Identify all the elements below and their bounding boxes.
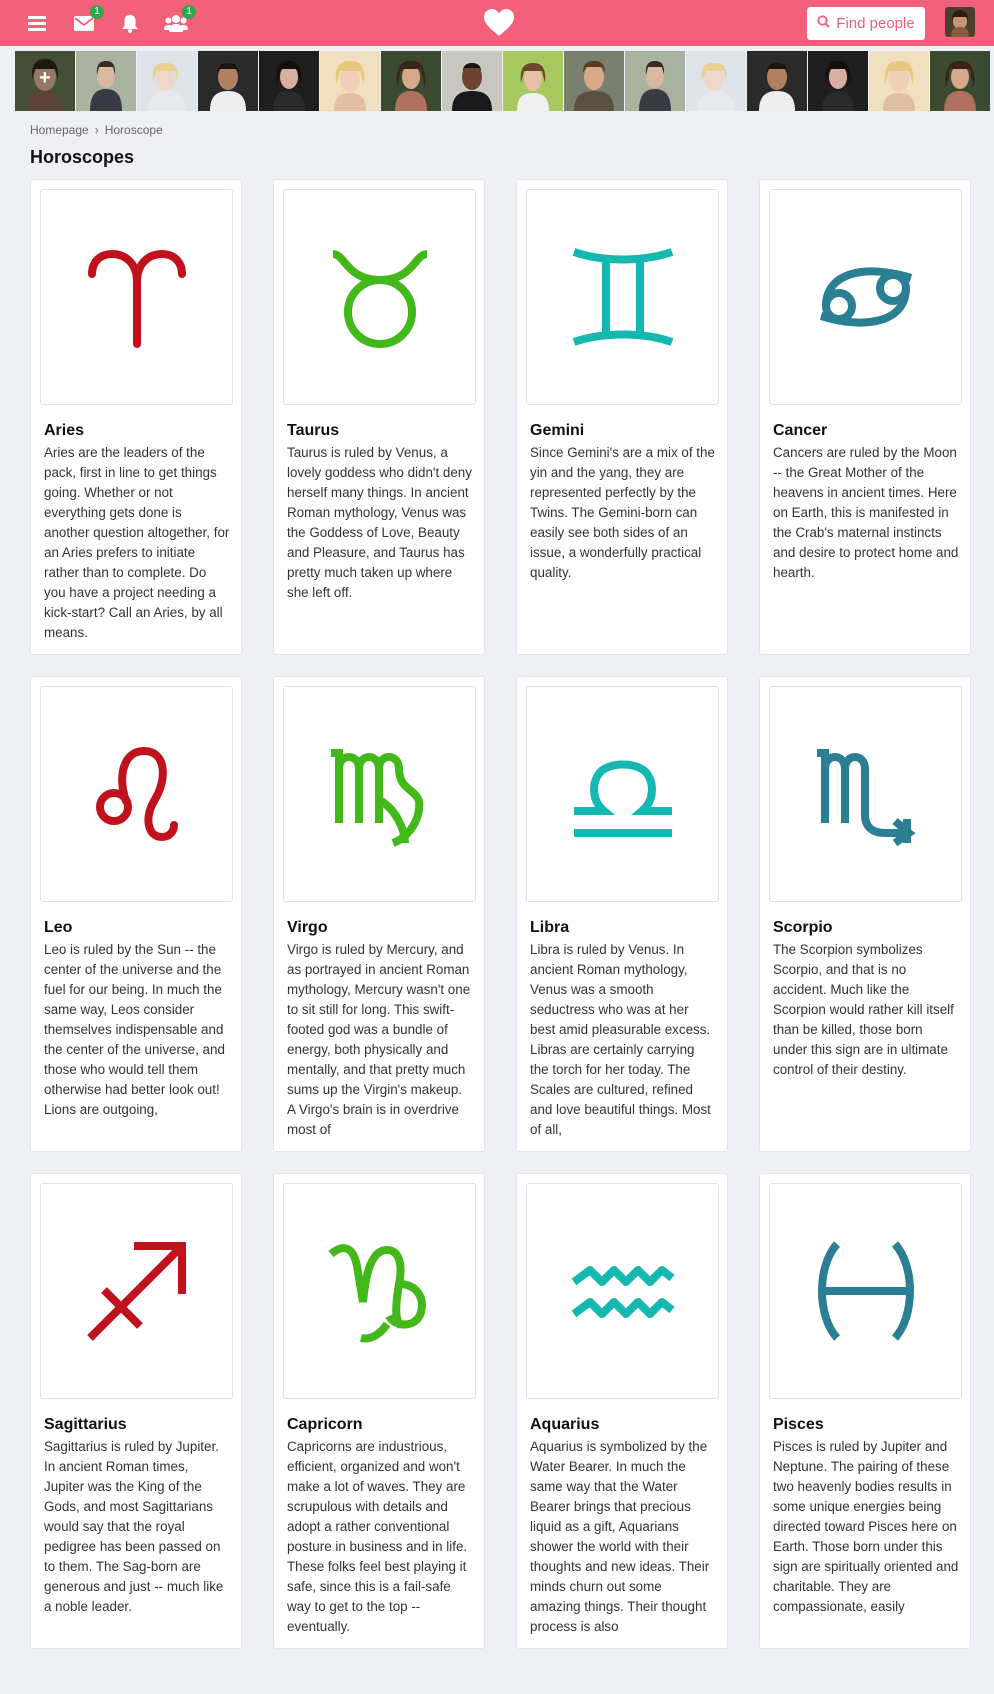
card-title: Cancer bbox=[773, 422, 828, 439]
member-photo[interactable] bbox=[930, 51, 990, 111]
bell-icon[interactable] bbox=[117, 10, 143, 36]
member-photo[interactable] bbox=[137, 51, 197, 111]
sagittarius-icon bbox=[40, 1183, 233, 1399]
card-title: Libra bbox=[530, 919, 570, 936]
users-icon[interactable] bbox=[163, 6, 192, 36]
card-description: Sagittarius is ruled by Jupiter. In ancient Roman times, Jupiter was the King of the Gods, and most Sagittarians would say that the royal pedigree has been passed on to them. The Sag-born are generous and just -- much like a noble leader. bbox=[44, 1439, 224, 1614]
horoscope-card-virgo[interactable] bbox=[273, 676, 485, 1152]
member-photo[interactable] bbox=[198, 51, 258, 111]
page-title: Horoscopes bbox=[30, 147, 135, 167]
card-description: Aquarius is symbolized by the Water Bearer. In much the same way that the Water Bearer brings that precious liquid as a gift, Aquarians shower the world with their thoughts and new ideas. Their minds churn out some amazing things. Their thought process is also bbox=[530, 1439, 710, 1634]
member-photo[interactable] bbox=[320, 51, 380, 111]
aquarius-icon bbox=[526, 1183, 719, 1399]
horoscope-card-aries[interactable] bbox=[30, 179, 242, 655]
member-photo[interactable] bbox=[747, 51, 807, 111]
member-photo[interactable] bbox=[503, 51, 563, 111]
member-photo[interactable] bbox=[76, 51, 136, 111]
horoscope-card-capricorn[interactable] bbox=[273, 1173, 485, 1649]
card-title: Leo bbox=[44, 919, 73, 936]
messages-badge: 1 bbox=[90, 5, 104, 19]
horoscope-card-pisces[interactable] bbox=[759, 1173, 971, 1649]
card-description: Aries are the leaders of the pack, first in line to get things going. Whether or not everything gets done is another question altogether, for an Aries prefers to initiate rather than to complete. Do you have a project needing a kick-start? Call an Aries, by all means. bbox=[44, 445, 230, 640]
find-people-label: Find people bbox=[836, 15, 915, 32]
plus-icon: + bbox=[39, 67, 51, 89]
card-title: Aries bbox=[44, 422, 85, 439]
find-people-button[interactable] bbox=[807, 7, 925, 40]
virgo-icon bbox=[283, 686, 476, 902]
card-title: Virgo bbox=[287, 919, 328, 936]
menu-icon[interactable] bbox=[24, 10, 50, 36]
breadcrumb bbox=[30, 123, 163, 137]
member-photo[interactable] bbox=[381, 51, 441, 111]
member-photo[interactable] bbox=[564, 51, 624, 111]
envelope-icon[interactable] bbox=[71, 6, 100, 36]
horoscope-card-libra[interactable] bbox=[516, 676, 728, 1152]
top-navbar bbox=[0, 0, 994, 46]
card-description: Virgo is ruled by Mercury, and as portrayed in ancient Roman mythology, Mercury wasn't one to sit still for long. This swift-footed god was a bundle of energy, both physically and mentally, and that pretty much sums up the Virgin's makeup. A Virgo's brain is in overdrive most of bbox=[287, 942, 471, 1137]
user-avatar[interactable] bbox=[945, 7, 975, 37]
member-photo[interactable] bbox=[686, 51, 746, 111]
cancer-icon bbox=[769, 189, 962, 405]
horoscope-card-cancer[interactable] bbox=[759, 179, 971, 655]
pisces-icon bbox=[769, 1183, 962, 1399]
card-description: Taurus is ruled by Venus, a lovely goddess who didn't deny herself many things. In ancient Roman mythology, Venus was the Goddess of Love, Beauty and Pleasure, and Taurus has pretty much taken up where she left off. bbox=[287, 445, 472, 600]
heart-logo-icon[interactable] bbox=[482, 6, 516, 40]
libra-icon bbox=[526, 686, 719, 902]
horoscope-card-leo[interactable] bbox=[30, 676, 242, 1152]
card-description: Capricorns are industrious, efficient, organized and won't make a lot of waves. They are scrupulous with details and adopt a rather conventional posture in business and in life. These folks feel best playing it safe, since this is a fail-safe way to get to the top -- eventually. bbox=[287, 1439, 468, 1634]
taurus-icon bbox=[283, 189, 476, 405]
member-photo[interactable] bbox=[259, 51, 319, 111]
card-title: Scorpio bbox=[773, 919, 833, 936]
horoscope-card-gemini[interactable] bbox=[516, 179, 728, 655]
card-title: Pisces bbox=[773, 1416, 824, 1433]
card-description: Leo is ruled by the Sun -- the center of the universe and the fuel for our being. In much the same way, Leos consider themselves indispensable and the center of the universe, and those who would tell them otherwise had better look out! Lions are outgoing, bbox=[44, 942, 225, 1117]
search-icon bbox=[817, 15, 830, 32]
card-description: Libra is ruled by Venus. In ancient Roman mythology, Venus was a smooth seductress who was at her best amid pleasurable excess. Libras are certainly carrying the torch for her today. The Scales are cultured, refined and love beautiful things. Most of all, bbox=[530, 942, 711, 1137]
card-description: The Scorpion symbolizes Scorpio, and that is no accident. Much like the Scorpion would rather kill itself than be killed, those born under this sign are in ultimate control of their destiny. bbox=[773, 942, 954, 1077]
capricorn-icon bbox=[283, 1183, 476, 1399]
card-description: Since Gemini's are a mix of the yin and the yang, they are represented perfectly by the Twins. The Gemini-born can easily see both sides of an issue, a wonderfully practical quality. bbox=[530, 445, 715, 580]
breadcrumb-separator: › bbox=[94, 123, 99, 137]
horoscope-card-taurus[interactable] bbox=[273, 179, 485, 655]
friends-badge: 1 bbox=[182, 5, 196, 19]
member-photo-strip bbox=[15, 51, 990, 111]
member-photo[interactable] bbox=[442, 51, 502, 111]
card-description: Pisces is ruled by Jupiter and Neptune. The pairing of these two heavenly bodies results in some unique energies being directed toward Pisces here on Earth. Those born under this sign are spiritually oriented and charitable. They are compassionate, easily bbox=[773, 1439, 959, 1614]
member-photo[interactable] bbox=[625, 51, 685, 111]
horoscope-grid bbox=[30, 179, 970, 1649]
card-title: Sagittarius bbox=[44, 1416, 127, 1433]
leo-icon bbox=[40, 686, 233, 902]
card-title: Aquarius bbox=[530, 1416, 600, 1433]
add-photo-button[interactable] bbox=[15, 51, 75, 111]
member-photo[interactable] bbox=[808, 51, 868, 111]
card-title: Taurus bbox=[287, 422, 340, 439]
card-title: Gemini bbox=[530, 422, 585, 439]
breadcrumb-current: Horoscope bbox=[104, 123, 163, 137]
horoscope-card-scorpio[interactable] bbox=[759, 676, 971, 1152]
horoscope-card-sagittarius[interactable] bbox=[30, 1173, 242, 1649]
breadcrumb-home-link[interactable]: Homepage bbox=[30, 123, 89, 137]
scorpio-icon bbox=[769, 686, 962, 902]
aries-icon bbox=[40, 189, 233, 405]
card-description: Cancers are ruled by the Moon -- the Great Mother of the heavens in ancient times. Here on Earth, this is manifested in the Crab's maternal instincts and desire to protect home and hearth. bbox=[773, 445, 959, 580]
member-photo[interactable] bbox=[869, 51, 929, 111]
gemini-icon bbox=[526, 189, 719, 405]
card-title: Capricorn bbox=[287, 1416, 363, 1433]
horoscope-card-aquarius[interactable] bbox=[516, 1173, 728, 1649]
